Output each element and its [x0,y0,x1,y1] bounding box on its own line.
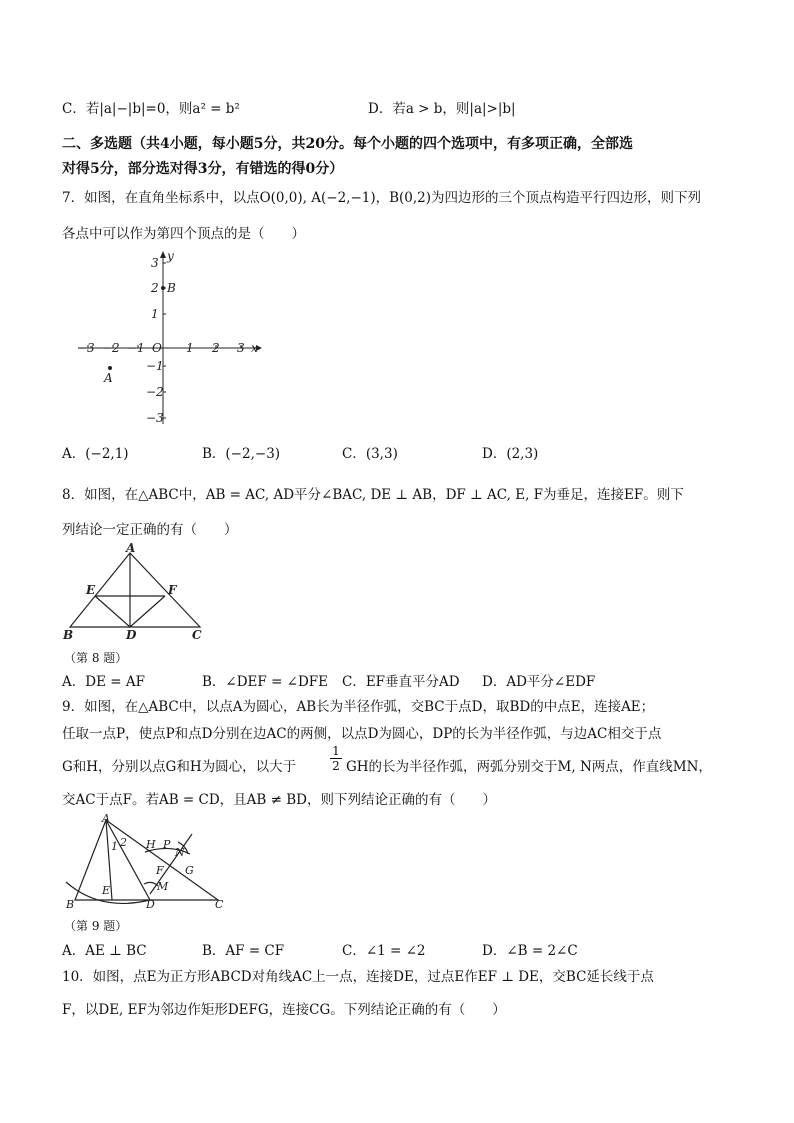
point-h-label: H [146,838,156,851]
section-heading-line1: 二、多选题（共4小题，每小题5分，共20分。每个小题的四个选项中，有多项正确，全部选 [62,136,633,152]
q8-triangle-figure [60,543,210,643]
q9-option-b: B．AF = CF [202,943,285,959]
y-tick-label: −2 [146,385,164,399]
point-d-label: D [146,898,155,911]
q10-stem-line2: F，以DE, EF为邻边作矩形DEFG，连接CG。下列结论正确的有（ ） [62,1002,506,1018]
point-n-label: N [175,846,185,859]
q8-caption: （第 8 题） [64,651,128,665]
point-f-label: F [156,864,164,877]
q9-stem-line3b: GH的长为半径作弧，两弧分别交于M, N两点，作直线MN， [346,759,712,775]
x-tick-label: 1 [186,341,194,355]
q7-stem-line2: 各点中可以作为第四个顶点的是（ ） [62,226,305,242]
vertex-c-label: C [215,898,224,911]
section-heading-line2: 对得5分，部分选对得3分，有错选的得0分） [62,161,344,177]
angle-1-label: 1 [111,840,118,853]
x-tick-label: −3 [77,341,95,355]
point-p-label: P [163,838,171,851]
q7-option-c: C．(3,3) [342,446,398,462]
q9-caption: （第 9 题） [64,919,128,933]
fraction-denominator: 2 [330,758,342,773]
y-tick-label: −1 [146,359,164,373]
q8-option-a: A．DE = AF [62,674,145,690]
point-a-label: A [104,371,113,385]
fraction-numerator: 1 [332,744,340,758]
x-axis-label: x [251,341,258,355]
point-m-label: M [157,880,169,893]
q6-option-c: C．若|a|−|b|=0，则a² = b² [62,101,240,117]
q8-option-d: D．AD平分∠EDF [482,674,596,690]
point-d-label: D [126,628,137,642]
q9-option-d: D．∠B = 2∠C [482,943,578,959]
q8-option-c: C．EF垂直平分AD [342,674,460,690]
q7-option-a: A．(−2,1) [62,446,129,462]
q6-option-d: D．若a > b，则|a|>|b| [368,101,516,117]
vertex-a-label: A [126,543,136,555]
vertex-b-label: B [66,898,75,911]
q7-stem-line1: 7．如图，在直角坐标系中，以点O(0,0), A(−2,−1)，B(0,2)为四边形的三个顶点构造平行四边形，则下列 [62,190,702,206]
point-f-label: F [168,583,177,597]
q9-stem-line1: 9．如图，在△ABC中，以点A为圆心，AB长为半径作弧，交BC于点D，取BD的中点E，连接AE； [62,699,655,715]
q8-option-b: B．∠DEF = ∠DFE [202,674,329,690]
q9-stem-line2: 任取一点P，使点P和点D分别在边AC的两侧，以点D为圆心，DP的长为半径作弧，与边AC相交于点 [62,726,662,742]
q7-option-d: D．(2,3) [482,446,539,462]
q9-construction-figure [60,812,240,912]
point-b-label: B [167,281,176,295]
point-b [161,286,165,290]
vertex-c-label: C [192,628,202,642]
point-g-label: G [185,864,194,877]
y-tick-label: −3 [146,411,164,425]
angle-2-label: 2 [120,836,127,849]
q9-option-a: A．AE ⊥ BC [62,943,147,959]
q7-coordinate-graph [68,248,268,428]
point-e-label: E [102,884,111,897]
x-tick-label: 2 [212,341,220,355]
q7-option-b: B．(−2,−3) [202,446,281,462]
q9-stem-line4: 交AC于点F。若AB = CD，且AB ≠ BD，则下列结论正确的有（ ） [62,792,496,808]
q9-stem-line3a: G和H，分别以点G和H为圆心，以大于 [62,759,297,775]
q9-option-c: C．∠1 = ∠2 [342,943,426,959]
q10-stem-line1: 10．如图，点E为正方形ABCD对角线AC上一点，连接DE，过点E作EF ⊥ DE，交BC延长线于点 [62,969,654,985]
q8-stem-line2: 列结论一定正确的有（ ） [62,522,238,538]
point-e-label: E [86,583,96,597]
y-tick-label: 3 [151,256,159,270]
point-a [108,366,112,370]
y-axis-arrow [160,251,166,258]
x-tick-label: 3 [237,341,245,355]
x-tick-label: −2 [102,341,120,355]
y-tick-label: 2 [151,281,159,295]
q8-stem-line1: 8．如图，在△ABC中，AB = AC, AD平分∠BAC, DE ⊥ AB，DF ⊥ AC, E, F为垂足，连接EF。则下 [62,487,684,503]
fraction-half [330,744,342,773]
vertex-b-label: B [63,628,74,642]
vertex-a-label: A [102,812,110,825]
y-tick-label: 1 [151,307,159,321]
y-axis-label: y [167,249,174,263]
x-tick-label: −1 [127,341,145,355]
origin-label: O [152,341,162,355]
